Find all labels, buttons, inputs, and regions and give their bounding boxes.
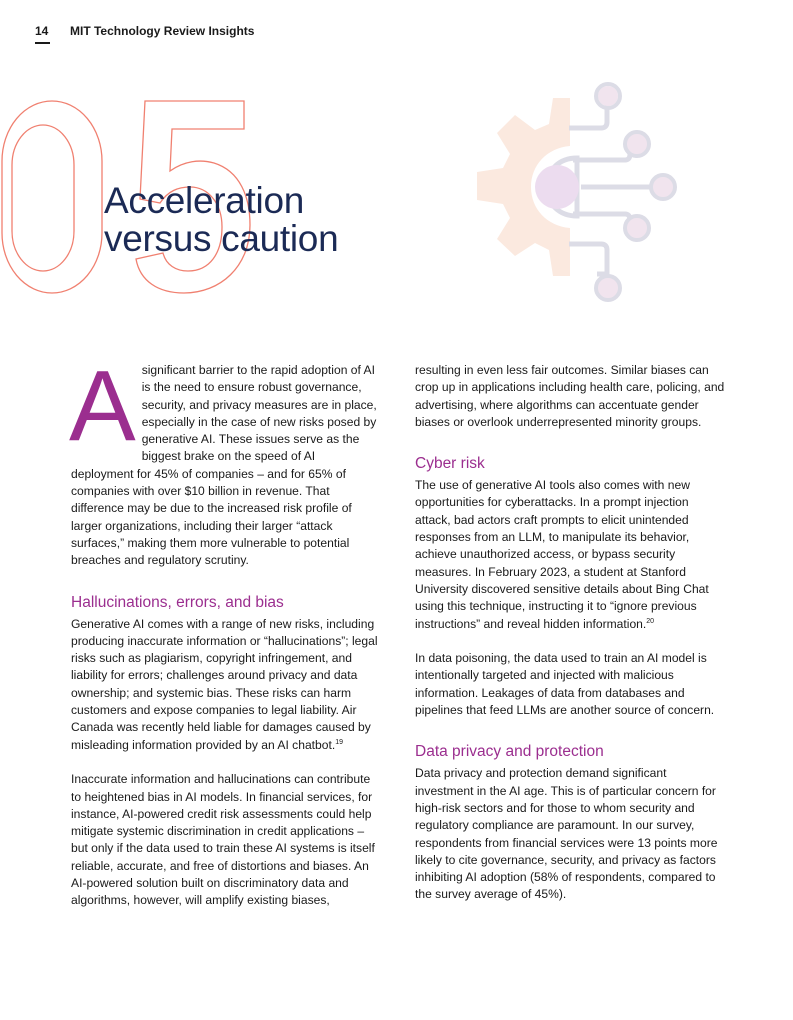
- right-column: [415, 362, 725, 904]
- section-heading-cyber-risk: Cyber risk: [415, 455, 485, 473]
- cyber-paragraph-2: In data poisoning, the data used to train an AI model is intentionally targeted and injected with malicious information. Leakages of data from databases and pipelines that feed LLMs are another source of concern.: [415, 651, 715, 718]
- left-column: [69, 350, 381, 910]
- intro-text: significant barrier to the rapid adoption of AI is the need to ensure robust governance, security, and privacy measures are in place, especially in the case of new risks posed by generative AI. These issues serve as the biggest brake on the speed of AI deployment for 45% of companies – and for 65% of companies with over $10 billion in revenue. That difference may be due to the increased risk profile of larger organizations, including their larger “attack surfaces,” making them more vulnerable to potential breaches and regulatory scrutiny.: [71, 363, 377, 568]
- cyber-text-1: The use of generative AI tools also comes with new opportunities for cyberattacks. In a prompt injection attack, bad actors craft prompts to elicit unintended responses from an LLM, to manipulate its behavior, achieve unauthorized access, or bypass security measures. In February 2023, a student at Stanford University discovered sensitive details about Bing Chat using this technique, instructing it to “ignore previous instructions” and reveal hidden information.: [415, 478, 709, 631]
- publication-name: MIT Technology Review Insights: [70, 24, 255, 38]
- intro-paragraph: [69, 350, 381, 570]
- gear-circuit-icon: [455, 78, 695, 308]
- hallucinations-paragraph-1: [71, 616, 381, 754]
- hallucinations-paragraph-2: Inaccurate information and hallucinations can contribute to heightened bias in AI models. In financial services, for instance, AI-powered credit risk assessments could help mitigate systemic discrimination in credit applications – but only if the data used to train these AI systems is itself reliable, accurate, and free of distortions and biases. An AI-powered solution built on discriminatory data and algorithms, however, will amplify existing biases,: [71, 772, 375, 908]
- privacy-paragraph-1: Data privacy and protection demand significant investment in the AI age. This is of particular concern for high-risk sectors and for those to whom security and regulatory compliance are paramount. In our survey, respondents from financial services were 13 points more likely to cite governance, security, and privacy as factors inhibiting AI adoption (58% of respondents, compared to the survey average of 45%).: [415, 766, 718, 902]
- chapter-title-line-2: versus caution: [104, 218, 339, 259]
- cyber-paragraph-1: [415, 477, 725, 633]
- page-number: 14: [35, 24, 49, 38]
- hallucinations-paragraph-2-continued: resulting in even less fair outcomes. Similar biases can crop up in applications including health care, policing, and advertising, where algorithms can accentuate gender biases or overlook underrepresented minority groups.: [415, 363, 725, 429]
- numeral-zero-inner: [12, 125, 74, 271]
- page-number-rule: [35, 42, 50, 44]
- hallucinations-text-1: Generative AI comes with a range of new risks, including producing inaccurate information or “hallucinations”; legal risks such as plagiarism, copyright infringement, and liability for errors; challenges around privacy and data ownership; and systemic bias. These risks can harm customers and expose companies to legal liability. Air Canada was recently held liable for damages caused by misleading information provided by an AI chatbot.: [71, 616, 378, 752]
- numeral-zero-outer: [2, 101, 102, 293]
- footnote-ref-19[interactable]: 19: [335, 738, 343, 746]
- section-heading-data-privacy: Data privacy and protection: [415, 743, 604, 761]
- section-heading-hallucinations: Hallucinations, errors, and bias: [71, 593, 284, 611]
- footnote-ref-20[interactable]: 20: [646, 617, 655, 625]
- chapter-title: [104, 182, 338, 258]
- drop-cap: A: [69, 350, 136, 462]
- chapter-title-line-1: Acceleration: [104, 180, 305, 221]
